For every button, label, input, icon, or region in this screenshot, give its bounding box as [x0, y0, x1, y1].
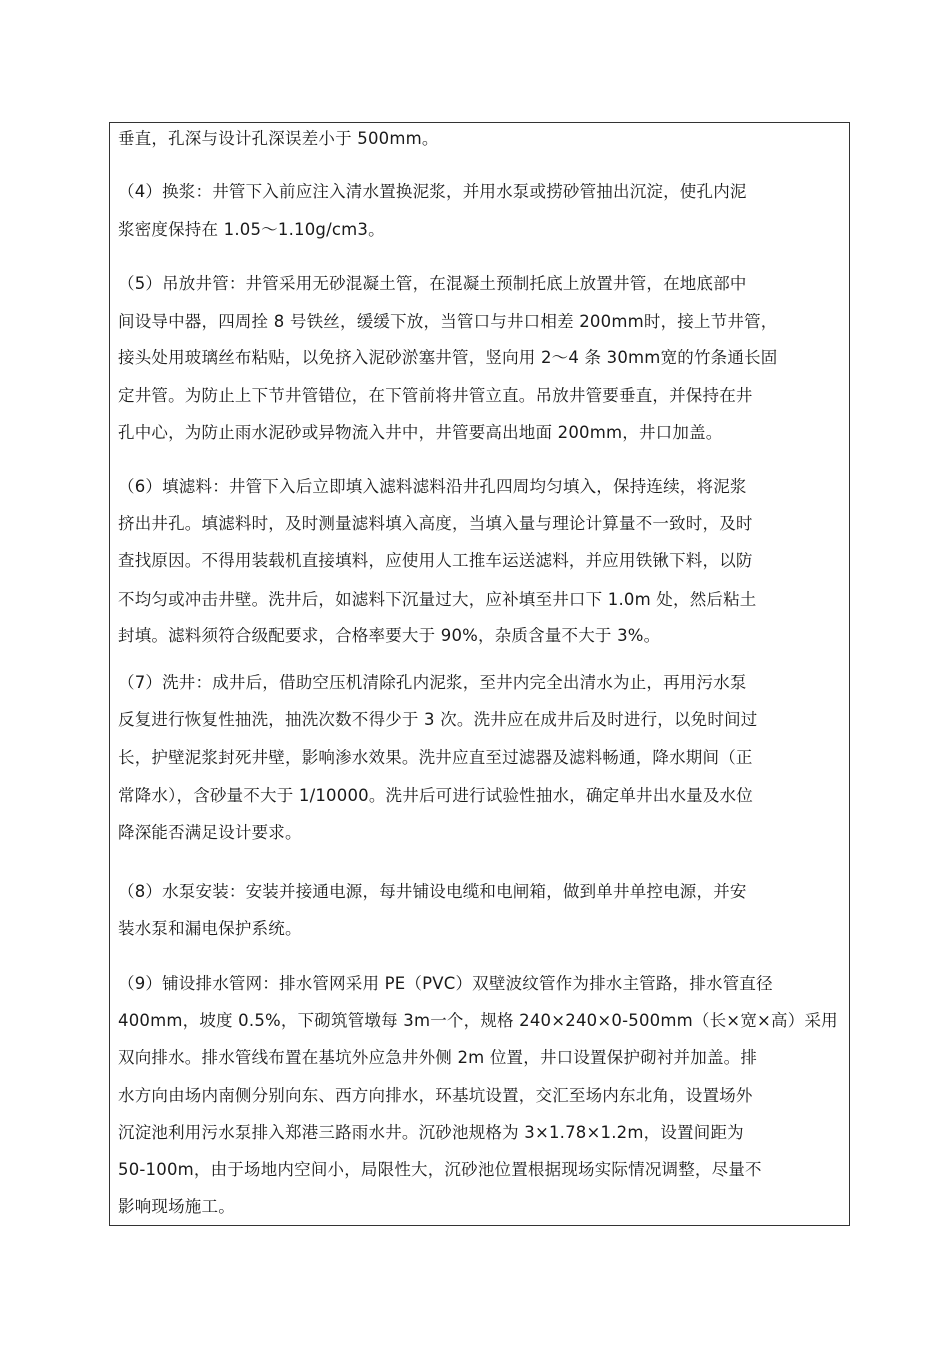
text-line: 50-100m，由于场地内空间小，局限性大，沉砂池位置根据现场实际情况调整，尽量不 — [118, 1160, 762, 1179]
text-line: 挤出井孔。填滤料时，及时测量滤料填入高度，当填入量与理论计算量不一致时，及时 — [118, 514, 753, 533]
text-line: 孔中心，为防止雨水泥砂或异物流入井中，井管要高出地面 200mm，井口加盖。 — [118, 423, 723, 442]
text-line: 水方向由场内南侧分别向东、西方向排水，环基坑设置，交汇至场内东北角，设置场外 — [118, 1086, 753, 1105]
text-line: （9）铺设排水管网：排水管网采用 PE（PVC）双壁波纹管作为排水主管路，排水管直径 — [118, 974, 773, 993]
text-line: 查找原因。不得用装载机直接填料，应使用人工推车运送滤料，并应用铁锹下料，以防 — [118, 551, 753, 570]
text-line: 间设导中器，四周拴 8 号铁丝，缓缓下放，当管口与井口相差 200mm时，接上节井管， — [118, 312, 778, 331]
text-line: （8）水泵安装：安装并接通电源，每井铺设电缆和电闸箱，做到单井单控电源，并安 — [118, 882, 747, 901]
text-line: 浆密度保持在 1.05～1.10g/cm3。 — [118, 220, 385, 239]
text-line: 常降水），含砂量不大于 1/10000。洗井后可进行试验性抽水，确定单井出水量及水位 — [118, 786, 753, 805]
text-line: 长，护壁泥浆封死井壁，影响渗水效果。洗井应直至过滤器及滤料畅通，降水期间（正 — [118, 748, 753, 767]
text-line: 不均匀或冲击井壁。洗井后，如滤料下沉量过大，应补填至井口下 1.0m 处，然后粘土 — [118, 590, 757, 609]
text-line: 装水泵和漏电保护系统。 — [118, 919, 302, 938]
text-line: 接头处用玻璃丝布粘贴，以免挤入泥砂淤塞井管，竖向用 2～4 条 30mm宽的竹条通长固 — [118, 348, 778, 367]
text-line: 双向排水。排水管线布置在基坑外应急井外侧 2m 位置，井口设置保护砌衬并加盖。排 — [118, 1048, 758, 1067]
text-line: 影响现场施工。 — [118, 1197, 235, 1216]
text-line: （4）换浆：井管下入前应注入清水置换泥浆，并用水泵或捞砂管抽出沉淀，使孔内泥 — [118, 182, 747, 201]
text-line: 反复进行恢复性抽洗，抽洗次数不得少于 3 次。洗井应在成井后及时进行，以免时间过 — [118, 710, 758, 729]
text-line: 400mm，坡度 0.5%，下砌筑管墩每 3m一个，规格 240×240×0-500mm（长×宽×高）采用 — [118, 1011, 838, 1030]
text-line: 沉淀池利用污水泵排入郑港三路雨水井。沉砂池规格为 3×1.78×1.2m，设置间距为 — [118, 1123, 744, 1142]
text-line: （6）填滤料：井管下入后立即填入滤料滤料沿井孔四周均匀填入，保持连续，将泥浆 — [118, 477, 747, 496]
text-line: 封填。滤料须符合级配要求，合格率要大于 90%，杂质含量不大于 3%。 — [118, 626, 661, 645]
text-line: 垂直，孔深与设计孔深误差小于 500mm。 — [118, 129, 439, 148]
text-line: （5）吊放井管：井管采用无砂混凝土管，在混凝土预制托底上放置井管，在地底部中 — [118, 274, 747, 293]
text-line: 定井管。为防止上下节井管错位，在下管前将井管立直。吊放井管要垂直，并保持在井 — [118, 386, 753, 405]
text-line: 降深能否满足设计要求。 — [118, 823, 302, 842]
text-line: （7）洗井：成井后，借助空压机清除孔内泥浆，至井内完全出清水为止，再用污水泵 — [118, 673, 747, 692]
